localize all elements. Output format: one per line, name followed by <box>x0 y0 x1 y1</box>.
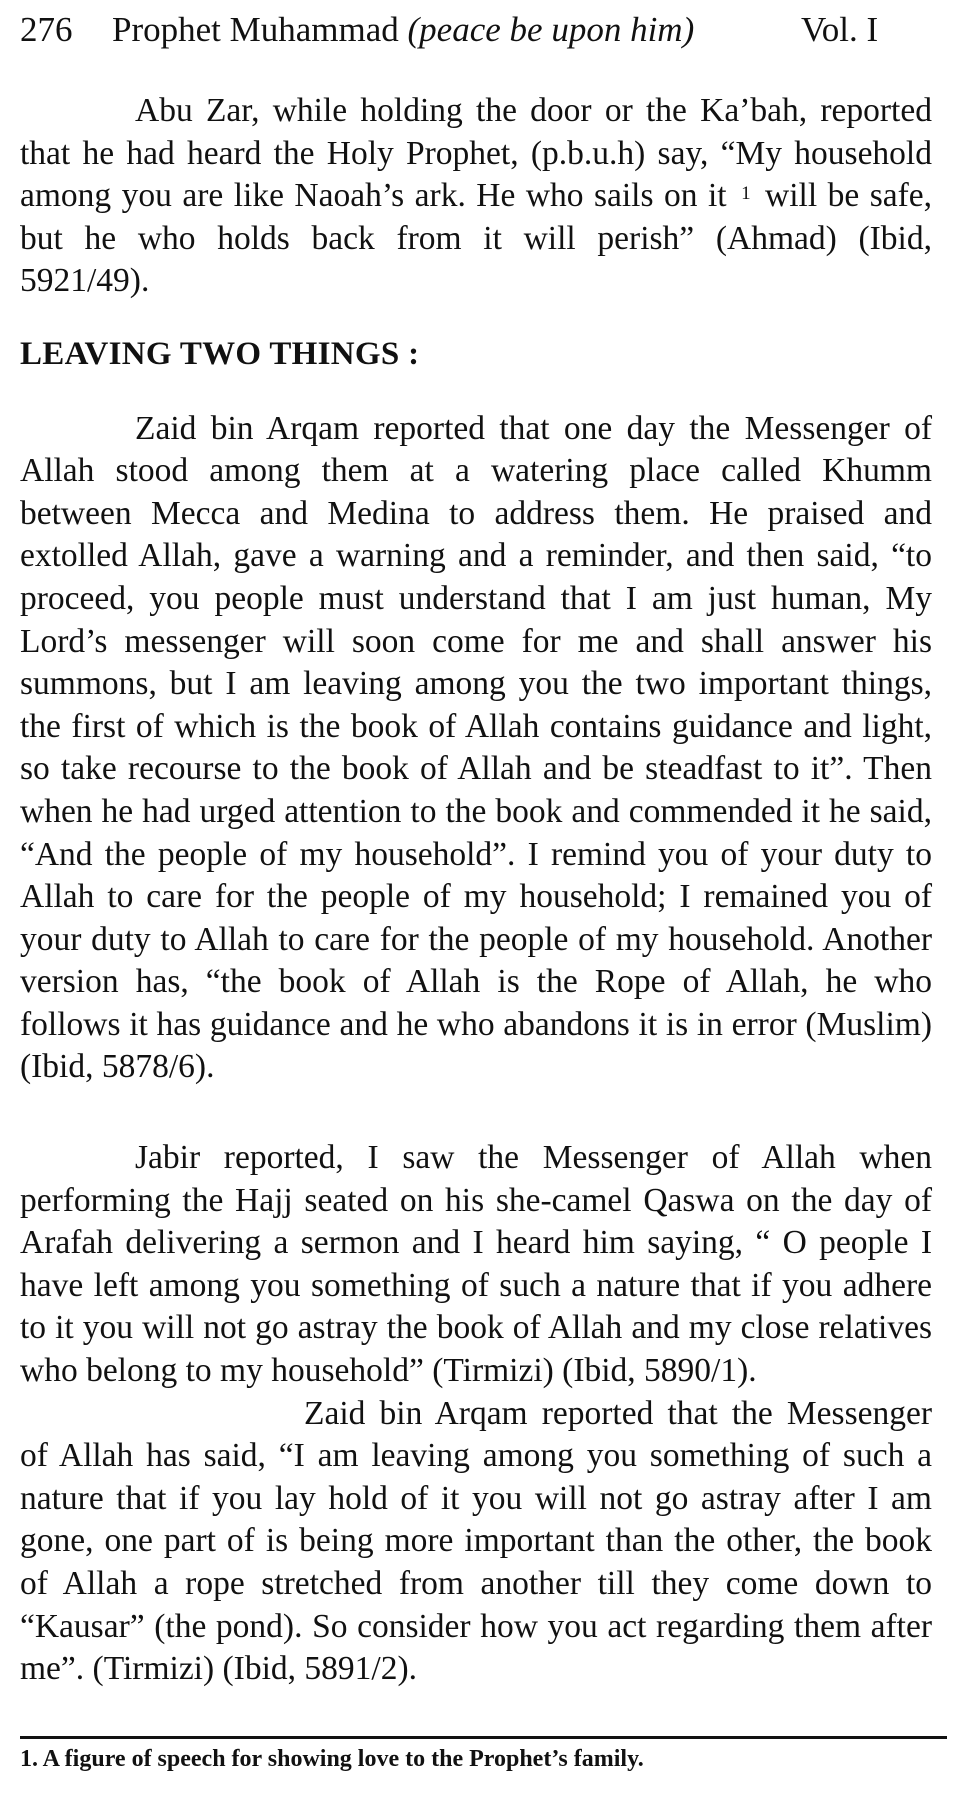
paragraph-text: will be safe, but he who holds back from it will perish” (Ahmad) (Ibid, 5921/49). <box>20 177 933 300</box>
volume-label: Vol. I <box>801 10 879 49</box>
running-title-main: Prophet Muhammad <box>112 10 408 49</box>
running-title-italic: (peace be upon him) <box>407 10 695 49</box>
footnote: 1. A figure of speech for showing love to the Prophet’s family. <box>20 1746 644 1772</box>
page-body <box>20 90 932 1691</box>
section-heading: LEAVING TWO THINGS : <box>20 335 420 372</box>
footnote-marker: 1 <box>741 183 751 205</box>
page-number: 276 <box>20 10 73 49</box>
paragraph-abu-zar <box>20 90 932 303</box>
paragraph-jabir: Jabir reported, I saw the Messenger of Allah when performing the Hajj seated on his she-camel Qaswa on the day of Arafah delivering a sermon and I heard him saying, “ O people I have left among you something of such a nature that if you adhere to it you will not go astray the book of Allah and my close relatives who belong to my household” (Tirmizi) (Ibid, 5890/1). <box>20 1139 932 1390</box>
footnote-divider <box>20 1736 947 1739</box>
running-title <box>112 8 694 52</box>
paragraph-zaid-khumm: Zaid bin Arqam reported that one day the Messenger of Allah stood among them at a watering place called Khumm between Mecca and Medina to address them. He praised and extolled Allah, gave a warning and a reminder, and then said, “to proceed, you people must understand that I am just human, My Lord’s messenger will soon come for me and shall answer his summons, but I am leaving among you the two important things, the first of which is the book of Allah contains guidance and light, so take recourse to the book of Allah and be steadfast to it”. Then when he had urged attention to the book and commended it he said, “And the people of my household”. I remind you of your duty to Allah to care for the people of my household; I remained you of your duty to Allah to care for the people of my household. Another version has, “the book of Allah is the Rope of Allah, he who follows it has guidance and he who abandons it is in error (Muslim) (Ibid, 5878/6). <box>20 409 932 1086</box>
paragraph-zaid-kausar: Zaid bin Arqam reported that the Messenger of Allah has said, “I am leaving among you something of such a nature that if you lay hold of it you will not go astray after I am gone, one part of is being more important than the other, the book of Allah a rope stretched from another till they come down to “Kausar” (the pond). So consider how you act regarding them after me”. (Tirmizi) (Ibid, 5891/2). <box>20 1394 932 1688</box>
paragraph-text: Abu Zar, while holding the door or the Ka’bah, reported that he had heard the Holy Prophet, (p.b.u.h) say, “My household among you are like Naoah’s ark. He who sails on it <box>20 92 932 215</box>
